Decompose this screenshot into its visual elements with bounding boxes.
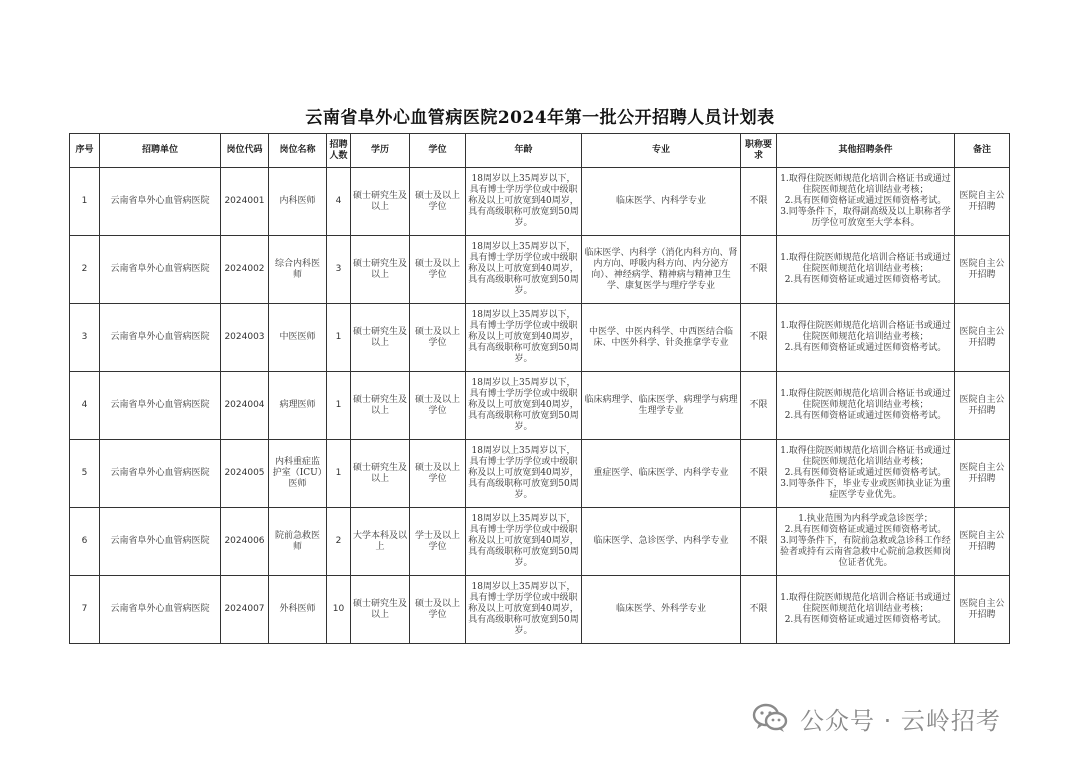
cell-seq: 6 — [70, 508, 100, 576]
cell-age: 18周岁以上35周岁以下，具有博士学历学位或中级职称及以上可放宽到40周岁，具有高级职称可放宽到50周岁。 — [466, 508, 582, 576]
cell-title-req: 不限 — [741, 508, 777, 576]
cell-major: 临床医学、内科学专业 — [582, 168, 741, 236]
cell-degree: 硕士及以上学位 — [410, 576, 466, 644]
header-unit: 招聘单位 — [100, 134, 221, 168]
cell-code: 2024006 — [221, 508, 269, 576]
cell-name: 病理医师 — [269, 372, 327, 440]
cell-title-req: 不限 — [741, 168, 777, 236]
cell-major: 临床医学、外科学专业 — [582, 576, 741, 644]
header-title-req: 职称要求 — [741, 134, 777, 168]
cell-major: 临床医学、内科学（消化内科方向、肾内方向、呼吸内科方向、内分泌方向）、神经病学、精神病与精神卫生学、康复医学与理疗学专业 — [582, 236, 741, 304]
cell-remark: 医院自主公开招聘 — [955, 440, 1010, 508]
cell-remark: 医院自主公开招聘 — [955, 372, 1010, 440]
cell-remark: 医院自主公开招聘 — [955, 576, 1010, 644]
header-edu: 学历 — [351, 134, 410, 168]
cell-remark: 医院自主公开招聘 — [955, 304, 1010, 372]
cell-age: 18周岁以上35周岁以下，具有博士学历学位或中级职称及以上可放宽到40周岁，具有高级职称可放宽到50周岁。 — [466, 372, 582, 440]
cell-major: 临床医学、急诊医学、内科学专业 — [582, 508, 741, 576]
cell-remark: 医院自主公开招聘 — [955, 236, 1010, 304]
table-row — [70, 508, 1010, 576]
table-row — [70, 168, 1010, 236]
cell-count: 1 — [327, 372, 351, 440]
cell-title-req: 不限 — [741, 236, 777, 304]
header-code: 岗位代码 — [221, 134, 269, 168]
wechat-icon — [752, 703, 788, 733]
table-row — [70, 304, 1010, 372]
cell-unit: 云南省阜外心血管病医院 — [100, 168, 221, 236]
cell-age: 18周岁以上35周岁以下，具有博士学历学位或中级职称及以上可放宽到40周岁，具有高级职称可放宽到50周岁。 — [466, 440, 582, 508]
cell-title-req: 不限 — [741, 372, 777, 440]
cell-remark: 医院自主公开招聘 — [955, 508, 1010, 576]
cell-count: 3 — [327, 236, 351, 304]
cell-code: 2024003 — [221, 304, 269, 372]
header-remark: 备注 — [955, 134, 1010, 168]
table-row — [70, 372, 1010, 440]
cell-major: 重症医学、临床医学、内科学专业 — [582, 440, 741, 508]
cell-unit: 云南省阜外心血管病医院 — [100, 236, 221, 304]
cell-name: 外科医师 — [269, 576, 327, 644]
cell-seq: 5 — [70, 440, 100, 508]
watermark — [752, 700, 1001, 736]
cell-unit: 云南省阜外心血管病医院 — [100, 440, 221, 508]
cell-count: 1 — [327, 304, 351, 372]
header-major: 专业 — [582, 134, 741, 168]
cell-other: 1.取得住院医师规范化培训合格证书或通过住院医师规范化培训结业考核； 2.具有医师资格证或通过医师资格考试。 3.同等条件下，取得副高级及以上职称者学历学位可放宽至大学本科。 — [777, 168, 955, 236]
header-count: 招聘人数 — [327, 134, 351, 168]
cell-degree: 硕士及以上学位 — [410, 304, 466, 372]
cell-count: 4 — [327, 168, 351, 236]
header-age: 年龄 — [466, 134, 582, 168]
cell-unit: 云南省阜外心血管病医院 — [100, 576, 221, 644]
cell-other: 1.取得住院医师规范化培训合格证书或通过住院医师规范化培训结业考核； 2.具有医师资格证或通过医师资格考试。 — [777, 236, 955, 304]
cell-degree: 硕士及以上学位 — [410, 372, 466, 440]
cell-other: 1.取得住院医师规范化培训合格证书或通过住院医师规范化培训结业考核； 2.具有医师资格证或通过医师资格考试。 3.同等条件下，毕业专业或医师执业证为重症医学专业优先。 — [777, 440, 955, 508]
cell-unit: 云南省阜外心血管病医院 — [100, 372, 221, 440]
cell-edu: 硕士研究生及以上 — [351, 372, 410, 440]
cell-degree: 硕士及以上学位 — [410, 168, 466, 236]
cell-name: 内科医师 — [269, 168, 327, 236]
table-row — [70, 440, 1010, 508]
cell-edu: 硕士研究生及以上 — [351, 440, 410, 508]
cell-age: 18周岁以上35周岁以下，具有博士学历学位或中级职称及以上可放宽到40周岁，具有高级职称可放宽到50周岁。 — [466, 236, 582, 304]
cell-degree: 硕士及以上学位 — [410, 440, 466, 508]
table-row — [70, 576, 1010, 644]
cell-degree: 硕士及以上学位 — [410, 236, 466, 304]
header-name: 岗位名称 — [269, 134, 327, 168]
cell-code: 2024005 — [221, 440, 269, 508]
watermark-text: 公众号 · 云岭招考 — [800, 706, 1001, 735]
cell-seq: 1 — [70, 168, 100, 236]
cell-degree: 学士及以上学位 — [410, 508, 466, 576]
page-title: 云南省阜外心血管病医院2024年第一批公开招聘人员计划表 — [305, 108, 775, 128]
cell-major: 中医学、中医内科学、中西医结合临床、中医外科学、针灸推拿学专业 — [582, 304, 741, 372]
cell-age: 18周岁以上35周岁以下，具有博士学历学位或中级职称及以上可放宽到40周岁，具有高级职称可放宽到50周岁。 — [466, 576, 582, 644]
cell-count: 10 — [327, 576, 351, 644]
recruitment-plan-table — [69, 133, 1010, 644]
cell-code: 2024001 — [221, 168, 269, 236]
table-header-row — [70, 134, 1010, 168]
cell-edu: 大学本科及以上 — [351, 508, 410, 576]
cell-edu: 硕士研究生及以上 — [351, 236, 410, 304]
cell-unit: 云南省阜外心血管病医院 — [100, 304, 221, 372]
header-seq: 序号 — [70, 134, 100, 168]
cell-edu: 硕士研究生及以上 — [351, 168, 410, 236]
cell-count: 2 — [327, 508, 351, 576]
cell-count: 1 — [327, 440, 351, 508]
cell-code: 2024002 — [221, 236, 269, 304]
cell-remark: 医院自主公开招聘 — [955, 168, 1010, 236]
cell-other: 1.取得住院医师规范化培训合格证书或通过住院医师规范化培训结业考核； 2.具有医师资格证或通过医师资格考试。 — [777, 372, 955, 440]
cell-name: 中医医师 — [269, 304, 327, 372]
cell-title-req: 不限 — [741, 576, 777, 644]
cell-title-req: 不限 — [741, 440, 777, 508]
cell-other: 1.取得住院医师规范化培训合格证书或通过住院医师规范化培训结业考核； 2.具有医师资格证或通过医师资格考试。 — [777, 576, 955, 644]
cell-name: 内科重症监护室（ICU）医师 — [269, 440, 327, 508]
cell-seq: 4 — [70, 372, 100, 440]
cell-code: 2024004 — [221, 372, 269, 440]
cell-title-req: 不限 — [741, 304, 777, 372]
cell-other: 1.执业范围为内科学或急诊医学； 2.具有医师资格证或通过医师资格考试。 3.同等条件下，有院前急救或急诊科工作经验者或持有云南省急救中心院前急救医师岗位证者优先。 — [777, 508, 955, 576]
cell-edu: 硕士研究生及以上 — [351, 304, 410, 372]
cell-seq: 7 — [70, 576, 100, 644]
header-degree: 学位 — [410, 134, 466, 168]
cell-seq: 3 — [70, 304, 100, 372]
cell-name: 院前急救医师 — [269, 508, 327, 576]
cell-code: 2024007 — [221, 576, 269, 644]
cell-unit: 云南省阜外心血管病医院 — [100, 508, 221, 576]
cell-name: 综合内科医师 — [269, 236, 327, 304]
cell-edu: 硕士研究生及以上 — [351, 576, 410, 644]
table-row — [70, 236, 1010, 304]
cell-seq: 2 — [70, 236, 100, 304]
cell-major: 临床病理学、临床医学、病理学与病理生理学专业 — [582, 372, 741, 440]
cell-age: 18周岁以上35周岁以下，具有博士学历学位或中级职称及以上可放宽到40周岁，具有高级职称可放宽到50周岁。 — [466, 304, 582, 372]
cell-age: 18周岁以上35周岁以下，具有博士学历学位或中级职称及以上可放宽到40周岁，具有高级职称可放宽到50周岁。 — [466, 168, 582, 236]
cell-other: 1.取得住院医师规范化培训合格证书或通过住院医师规范化培训结业考核； 2.具有医师资格证或通过医师资格考试。 — [777, 304, 955, 372]
header-other: 其他招聘条件 — [777, 134, 955, 168]
